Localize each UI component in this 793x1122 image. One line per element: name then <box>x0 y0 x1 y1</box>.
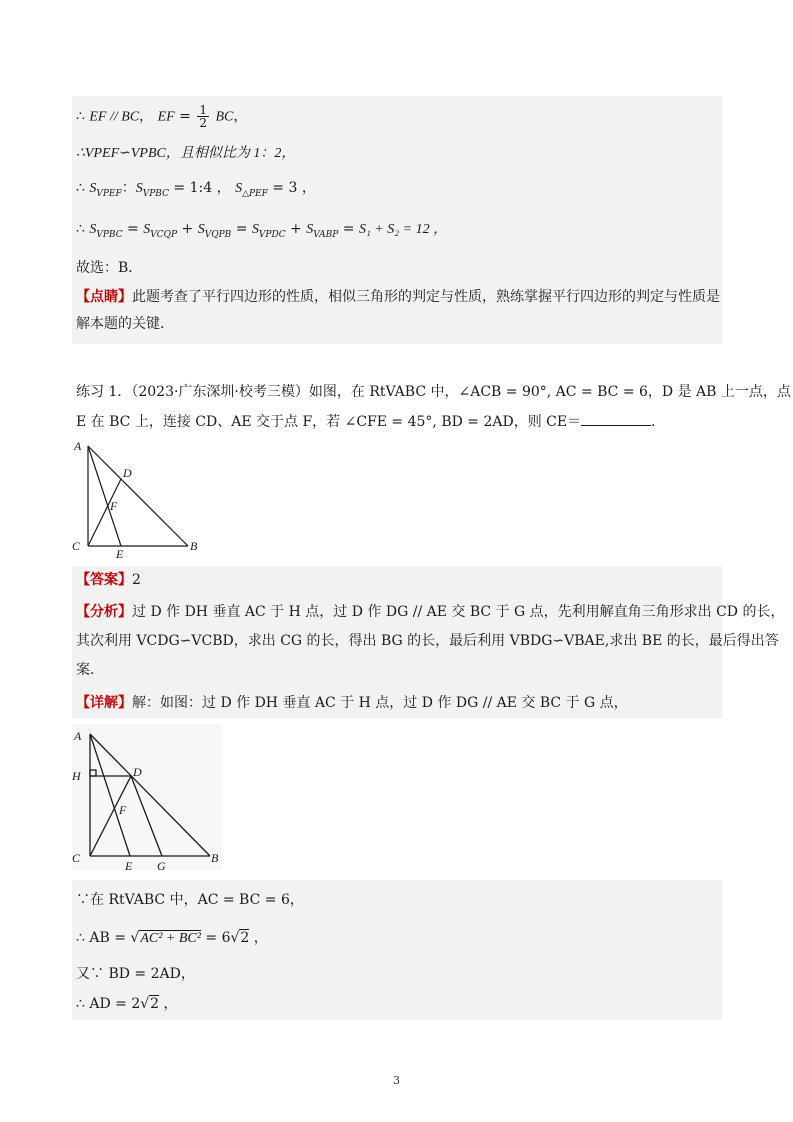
figure-triangle-2 <box>72 724 222 872</box>
label-c: C <box>72 539 81 553</box>
analysis-line-1: 【分析】过 D 作 DH 垂直 AC 于 H 点，过 D 作 DG // AE 交 BC 于 G 点，先利用解直角三角形求出 CD 的长， <box>76 604 785 620</box>
label-d: D <box>123 466 132 480</box>
step-bd-2ad: 又∵ BD = 2AD， <box>76 966 195 982</box>
solution-continuation-block <box>72 96 722 344</box>
step-area-sum: ∴ $S_{VPBC} = S_{VCQP} + S_{VQPB} = S_{VPDC} + S_{VABP} = S_1 + S_2 = 12$ ， <box>76 221 448 240</box>
answer-block <box>72 566 785 718</box>
analysis-line-2: 其次利用 VCDG∽VCBD，求出 CG 的长，得出 BG 的长，最后利用 VBDG∽VBAE,求出 BE 的长，最后得出答 <box>76 633 779 649</box>
exercise-statement-line-2: E 在 BC 上，连接 CD、AE 交于点 F，若 ∠CFE = 45°, BD = 2AD，则 CE＝ ． <box>76 411 665 433</box>
label-c: C <box>72 851 81 865</box>
step-given: ∵在 RtVABC 中，AC = BC = 6， <box>76 892 304 908</box>
label-f: F <box>110 499 118 513</box>
label-g: G <box>157 859 166 872</box>
fraction-one-half: $\frac{1}{2}$ <box>199 103 207 130</box>
exercise-statement-line-1: 练习 1．（2023·广东深圳·校考三模）如图，在 RtVABC 中，∠ACB = 90°, AC = BC = 6，D 是 AB 上一点，点 <box>76 384 791 400</box>
step-ef-parallel-bc: ∴ EF // BC， EF = $\frac{1}{2}$ BC， <box>76 103 248 130</box>
step-choice: 故选：B． <box>76 260 143 276</box>
label-a: A <box>74 729 82 743</box>
step-ad-length: ∴ AD = 2√2 ， <box>76 996 178 1012</box>
label-e: E <box>116 547 124 558</box>
page-number: 3 <box>393 1074 400 1087</box>
step-ab-length: ∴ AB = √AC² + BC² = 6√2 ， <box>76 930 268 946</box>
comment-line: 【点睛】此题考查了平行四边形的性质，相似三角形的判定与性质，熟练掌握平行四边形的判定与性质是 <box>76 289 720 305</box>
label-f: F <box>119 803 127 817</box>
label-h: H <box>72 769 81 783</box>
label-e: E <box>125 859 133 872</box>
answer-blank <box>581 411 651 426</box>
label-d: D <box>133 765 142 779</box>
detail-line-1: 【详解】解：如图：过 D 作 DH 垂直 AC 于 H 点，过 D 作 DG // AE 交 BC 于 G 点， <box>76 695 628 711</box>
label-b: B <box>211 851 219 865</box>
label-a: A <box>74 440 82 453</box>
detail-steps-block <box>72 880 722 1020</box>
step-area-ratio: ∴ $S_{VPEF}$：$S_{VPBC}$ = 1:4 ， $S_{\triangle PEF} = 3$ ， <box>76 180 316 199</box>
analysis-line-3: 案． <box>76 662 104 678</box>
comment-line-2: 解本题的关键． <box>76 316 174 332</box>
label-b: B <box>190 539 198 553</box>
answer-line: 【答案】2 <box>76 572 141 588</box>
step-similar-triangles: ∴VPEF∽VPBC，且相似比为 1：2， <box>76 146 296 161</box>
figure-triangle-1 <box>68 440 208 558</box>
